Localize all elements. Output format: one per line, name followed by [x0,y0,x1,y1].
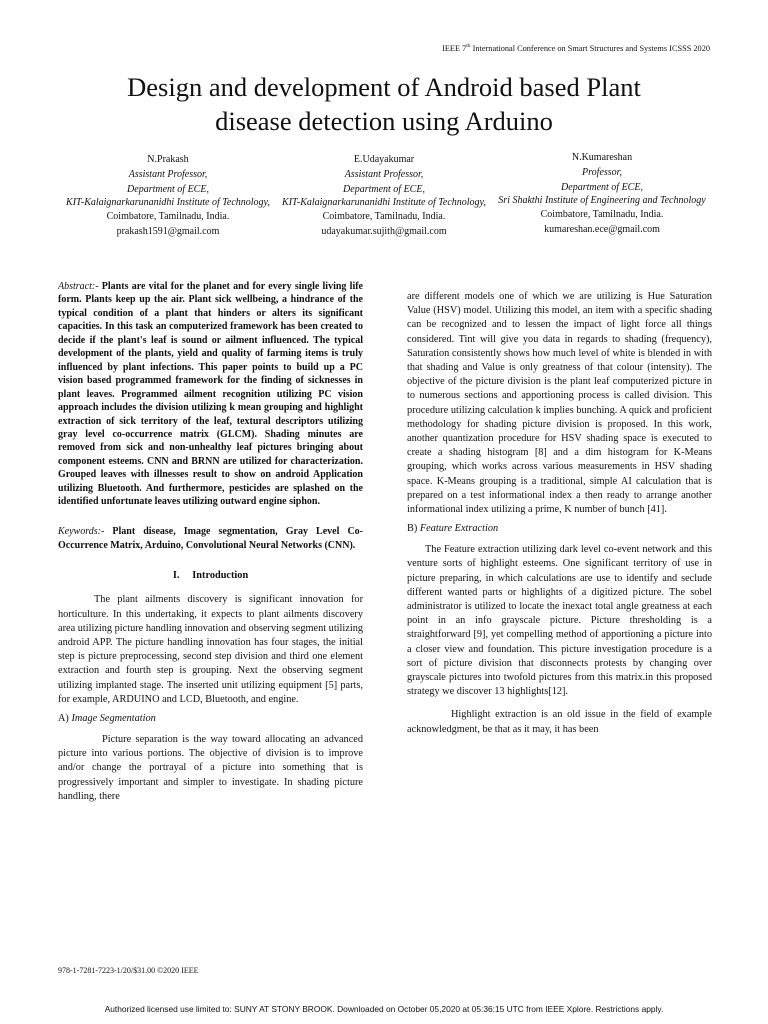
author-position: Professor, [582,167,622,178]
keywords [58,525,363,553]
abstract [58,280,363,509]
keywords-text: Plant disease, Image segmentation, Gray Level Co-Occurrence Matrix, Arduino, Convolutional Neural Networks (CNN). [58,525,363,551]
subsection-label: B) [407,523,418,535]
author-location: Coimbatore, Tamilnadu, India. [540,209,664,220]
section-title: Introduction [192,570,249,582]
segmentation-paragraph: Picture separation is the way toward allocating an advanced picture into various portions. The objective of division is to improve and/or change the portrayal of a picture into something that is progressively important and simpler to investigate. In shading picture handling, there [58,733,363,802]
conference-ordinal: th [466,43,471,49]
abstract-label: Abstract:- [58,281,99,292]
subsection-title: Image Segmentation [71,712,156,724]
left-column [58,280,363,804]
section-heading-introduction [58,570,363,581]
section-number: I. [172,570,180,582]
title-line-1: Design and development of Android based Plant [127,72,641,102]
paper-title [40,70,728,138]
author-position: Assistant Professor, [128,169,208,180]
keywords-label: Keywords:- [58,525,105,537]
conference-header [442,43,710,53]
author-block-2 [269,152,499,239]
conference-prefix: IEEE 7 [442,43,467,53]
author-email: kumareshan.ece@gmail.com [544,224,660,235]
author-name: E.Udayakumar [353,154,415,165]
author-institute: Sri Shakthi Institute of Engineering and Technology [498,195,706,206]
author-department: Department of ECE, [127,184,209,195]
conference-rest: International Conference on Smart Structures and Systems ICSSS 2020 [470,43,710,53]
author-block-1 [53,152,283,239]
author-email: prakash1591@gmail.com [116,226,220,237]
introduction-paragraph: The plant ailments discovery is significant innovation for horticulture. In this undertaking, it expects to plant ailments discovery area utilizing picture handling innovation and observing segment utilizing android APP. The picture handling innovation has four stages, the initial step is picture preprocessing, second step division and third one element extraction and fourth step is grouping. Next the observing segment utilizing implanted stage. The inserted unit utilizing equipment [5] parts, for example, ARDUINO and LCD, Bluetooth, and engine. [58,594,363,705]
subsection-heading-b [407,523,712,534]
subsection-heading-a [58,713,363,724]
subsection-label: A) [58,712,69,724]
subsection-title: Feature Extraction [419,523,499,535]
right-column [407,290,712,737]
author-location: Coimbatore, Tamilnadu, India. [106,211,230,222]
isbn-line: 978-1-7281-7223-1/20/$31.00 ©2020 IEEE [58,966,199,975]
author-name: N.Prakash [147,154,189,165]
feature-extraction-paragraph-2: Highlight extraction is an old issue in the field of example acknowledgment, be that as it may, it has been [407,709,712,735]
segmentation-continuation: are different models one of which we are utilizing is Hue Saturation Value (HSV) model. Utilizing this model, an item with a specific shading can be recognized and to lessen the impact of light force all things considered. Tint will give you data in regards to shading (frequency), Saturation consistently shows how much level of white is blended in with that shading and Value is only greatness of that colour (intensity). The objective of the picture division is the plant leaf computerized picture in to numerous sections and apportioning process is called division. This procedure utilizing calculation k implies bunching. A quick and proficient methodology for shading picture division is proposed. In this work, another quantization procedure for HSV shading space is executed to create a shading histogram [8] and a dim histogram for K-Means grouping, which works across various measurements in HSV shading space. K-Means grouping is a traditional, simple AI calculation that is prepared on a test informational index a then ready to arrange another informational index utilizing a prime, K number of bunch [41]. [407,291,712,516]
author-institute: KIT-Kalaignarkarunanidhi Institute of Technology, [282,197,486,208]
author-institute: KIT-Kalaignarkarunanidhi Institute of Technology, [66,197,270,208]
author-department: Department of ECE, [561,182,643,193]
author-name: N.Kumareshan [571,152,633,163]
abstract-text: Plants are vital for the planet and for every single living life form. Plants keep up the air. Plant sick wellbeing, a hindrance of the typical condition of a plant that hinders or alters its significant capacities. In this task an computerized framework has been created to decide if the plant's leaf is sound or ailment influenced. The typical development of the plants, yield and quality of farming items is truly influenced by plant infections. This paper points to build up a PC vision based programmed framework for the finding of sicknesses in plant leaves. Programmed ailment recognition utilizing PC vision approach includes the division utilizing k mean grouping and highlight extraction of sick territory of the leaf, textural descriptors utilizing gray level co-occurrence matrix (GLCM). Shading minutes are removed from sick and non-unhealthy leaf pictures bringing about component esteems. CNN and BRNN are utilized for characterization. Grouped leaves with illnesses result to show on android Application utilizing Bluetooth. And furthermore, pesticides are splashed on the identified unfortunate leaves utilizing outward engine siphon. [58,281,363,508]
title-line-2: disease detection using Arduino [215,106,553,136]
author-department: Department of ECE, [343,184,425,195]
license-footer: Authorized licensed use limited to: SUNY AT STONY BROOK. Downloaded on October 05,2020 at 05:36:15 UTC from IEEE Xplore. Restrictions apply. [104,1004,664,1014]
author-block-3 [487,150,717,237]
feature-extraction-paragraph: The Feature extraction utilizing dark level co-event network and this venture sorts of highlight esteems. One significant territory of use in picture preparing, in which calculations are use to identify and seclude different wanted parts or highlights of a digitized picture. The sobel administrator is utilized to locate the inexact total angle greatness at each point in an info grayscale picture. Picture thresholding is a straightforward [9], yet compelling method of apportioning a picture into a closer view and foundation. This picture investigation procedure is a sort of picture division that disconnects protests by changing over grayscale pictures into twofold pictures from this matrix.in this proposed strategy we discover 13 highlights[12]. [407,544,712,698]
author-position: Assistant Professor, [344,169,424,180]
author-location: Coimbatore, Tamilnadu, India. [322,211,446,222]
author-email: udayakumar.sujith@gmail.com [321,226,447,237]
